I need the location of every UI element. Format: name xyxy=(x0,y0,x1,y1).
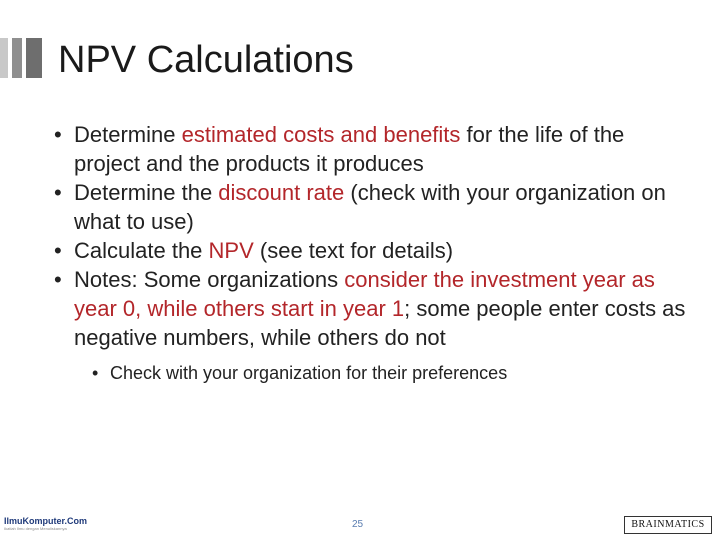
logo-text: IlmuKomputer.Com xyxy=(4,516,88,526)
bullet-item xyxy=(54,236,694,265)
bullet-text: ; some people enter costs as negative numbers, while others do not xyxy=(74,296,686,350)
bullet-text: Notes: Some organizations xyxy=(74,267,345,292)
bullet-item xyxy=(54,178,694,236)
bullet-item xyxy=(54,265,694,386)
bullet-highlight: NPV xyxy=(208,238,254,263)
sub-bullet-list xyxy=(74,360,694,386)
bullet-text: Determine the xyxy=(74,180,219,205)
bullet-text: (check with your organization on what to use) xyxy=(74,180,666,234)
bullet-text: (see text for details) xyxy=(253,238,454,263)
bullet-text: Determine xyxy=(74,122,182,147)
bullet-item xyxy=(54,120,694,178)
bullet-text: Calculate the xyxy=(74,238,209,263)
decor-bar xyxy=(26,38,42,78)
sub-bullet-item: • Check with your organization for their preferences xyxy=(74,360,694,386)
decor-bar xyxy=(12,38,22,78)
page-number: 25 xyxy=(352,519,364,530)
slide-content xyxy=(54,120,694,386)
brainmatics-logo: BRAINMATICS xyxy=(624,516,712,534)
bullet-highlight: discount rate xyxy=(218,180,345,205)
bullet-text: for the life of the project and the products it produces xyxy=(74,122,625,176)
bullet-highlight: consider the investment year as year 0, while others start in year 1 xyxy=(74,267,655,321)
ilmukomputer-logo xyxy=(4,516,88,536)
bullet-list xyxy=(54,120,694,386)
bullet-highlight: estimated costs and benefits xyxy=(181,122,461,147)
slide-title: NPV Calculations xyxy=(58,39,354,81)
logo-tagline: Ikatlah Ilmu dengan Menuliskannya xyxy=(4,526,67,531)
decor-bar xyxy=(0,38,8,78)
title-decoration-bars xyxy=(0,38,48,78)
